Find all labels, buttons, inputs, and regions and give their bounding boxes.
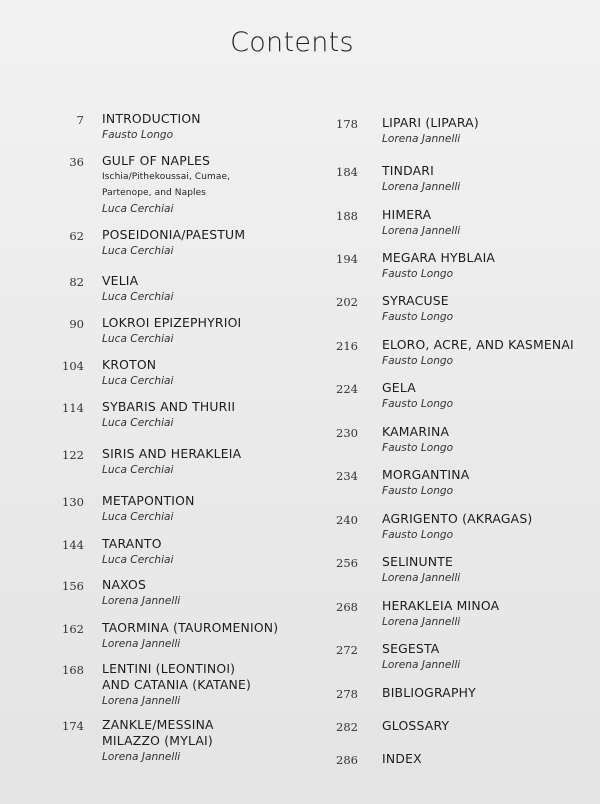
entry-text [382,641,460,673]
page-number: 268 [336,600,358,614]
chapter-title: METAPONTION [102,493,195,508]
page-number: 36 [69,155,84,169]
chapter-author: Fausto Longo [382,311,454,323]
page-number: 224 [336,382,358,396]
page-number: 62 [69,229,84,243]
page-number: 82 [69,275,84,289]
entry-text [102,315,241,347]
chapter-author: Luca Cerchiai [102,417,174,429]
entry-text [102,620,278,652]
entry-text [382,115,479,147]
chapter-title: TINDARI [382,163,434,178]
chapter-author: Fausto Longo [382,398,454,410]
page-number: 178 [336,117,358,131]
entry-text [382,511,532,543]
chapter-author: Lorena Jannelli [382,133,461,145]
chapter-author: Lorena Jannelli [382,659,461,671]
page-number: 234 [336,469,358,483]
page-number: 286 [336,753,358,767]
chapter-author: Lorena Jannelli [382,181,461,193]
entry-text [382,467,469,499]
page-number: 7 [76,113,84,127]
chapter-author: Fausto Longo [382,355,454,367]
chapter-title: INDEX [382,751,422,766]
entry-text [382,685,476,701]
entry-text [382,337,574,369]
page-number: 122 [62,448,84,462]
chapter-subtitle: Ischia/Pithekoussai, Cumae, [102,172,231,182]
entry-text [382,424,453,456]
page-number: 240 [336,513,358,527]
entry-text [382,163,460,195]
chapter-subtitle: Partenope, and Naples [102,188,207,198]
entry-text [102,717,214,765]
page-number: 194 [336,252,358,266]
chapter-author: Lorena Jannelli [102,638,181,650]
chapter-title: HIMERA [382,207,432,222]
page-number: 114 [62,401,84,415]
entry-text [382,207,460,239]
chapter-title: AND CATANIA (KATANE) [102,677,252,692]
chapter-author: Luca Cerchiai [102,375,174,387]
chapter-author: Fausto Longo [382,485,454,497]
chapter-author: Fausto Longo [382,442,454,454]
chapter-title: SELINUNTE [382,554,454,569]
page-number: 184 [336,165,358,179]
chapter-title: MORGANTINA [382,467,470,482]
page-number: 174 [62,719,84,733]
page-number: 282 [336,720,358,734]
chapter-author: Lorena Jannelli [382,616,461,628]
chapter-title: GULF OF NAPLES [102,153,211,168]
entry-text [102,577,180,609]
chapter-title: SIRIS AND HERAKLEIA [102,446,242,461]
chapter-author: Luca Cerchiai [102,333,174,345]
chapter-author: Luca Cerchiai [102,245,174,257]
chapter-title: SYRACUSE [382,293,449,308]
entry-text [102,399,235,431]
page-number: 130 [62,495,84,509]
chapter-title: VELIA [102,273,139,288]
entry-text [102,357,174,389]
page-number: 90 [69,317,84,331]
chapter-title: ELORO, ACRE, AND KASMENAI [382,337,574,352]
chapter-author: Lorena Jannelli [102,595,181,607]
chapter-title: INTRODUCTION [102,111,201,126]
chapter-title: POSEIDONIA/PAESTUM [102,227,246,242]
page-number: 256 [336,556,358,570]
entry-text [102,227,245,259]
entry-text [102,493,195,525]
chapter-author: Lorena Jannelli [102,751,181,763]
entry-text [102,273,174,305]
chapter-author: Fausto Longo [382,529,454,541]
page-number: 216 [336,339,358,353]
chapter-title: MEGARA HYBLAIA [382,250,496,265]
page-number: 156 [62,579,84,593]
chapter-title: TARANTO [102,536,162,551]
chapter-title: SEGESTA [382,641,440,656]
chapter-title: LENTINI (LEONTINOI) [102,661,236,676]
chapter-title: AGRIGENTO (AKRAGAS) [382,511,533,526]
chapter-title: TAORMINA (TAUROMENION) [102,620,279,635]
chapter-author: Luca Cerchiai [102,203,174,215]
page-number: 144 [62,538,84,552]
page-number: 202 [336,295,358,309]
chapter-title: SYBARIS AND THURII [102,399,236,414]
page-number: 168 [62,663,84,677]
entry-text [102,111,201,143]
chapter-author: Luca Cerchiai [102,291,174,303]
chapter-author: Fausto Longo [382,268,454,280]
chapter-author: Lorena Jannelli [382,225,461,237]
chapter-title: GELA [382,380,416,395]
entry-text [102,661,251,709]
chapter-title: LOKROI EPIZEPHYRIOI [102,315,242,330]
page-number: 104 [62,359,84,373]
entry-text [382,293,453,325]
entry-text [382,250,495,282]
chapter-title: HERAKLEIA MINOA [382,598,500,613]
entry-text [382,380,453,412]
page-number: 188 [336,209,358,223]
entry-text [102,153,230,217]
chapter-title: LIPARI (LIPARA) [382,115,479,130]
chapter-title: NAXOS [102,577,147,592]
chapter-title: KROTON [102,357,157,372]
chapter-title: KAMARINA [382,424,450,439]
chapter-title: BIBLIOGRAPHY [382,685,476,700]
page-number: 278 [336,687,358,701]
chapter-author: Lorena Jannelli [102,695,181,707]
chapter-title: GLOSSARY [382,718,450,733]
chapter-author: Lorena Jannelli [382,572,461,584]
entry-text [382,751,422,767]
page-number: 162 [62,622,84,636]
entry-text [382,554,460,586]
page-number: 272 [336,643,358,657]
entry-text [102,536,174,568]
page-title: Contents [230,27,354,58]
chapter-title: MILAZZO (MYLAI) [102,733,213,748]
chapter-author: Luca Cerchiai [102,511,174,523]
entry-text [102,446,241,478]
chapter-author: Fausto Longo [102,129,174,141]
chapter-author: Luca Cerchiai [102,554,174,566]
chapter-author: Luca Cerchiai [102,464,174,476]
entry-text [382,598,499,630]
entry-text [382,718,449,734]
page-number: 230 [336,426,358,440]
chapter-title: ZANKLE/MESSINA [102,717,214,732]
